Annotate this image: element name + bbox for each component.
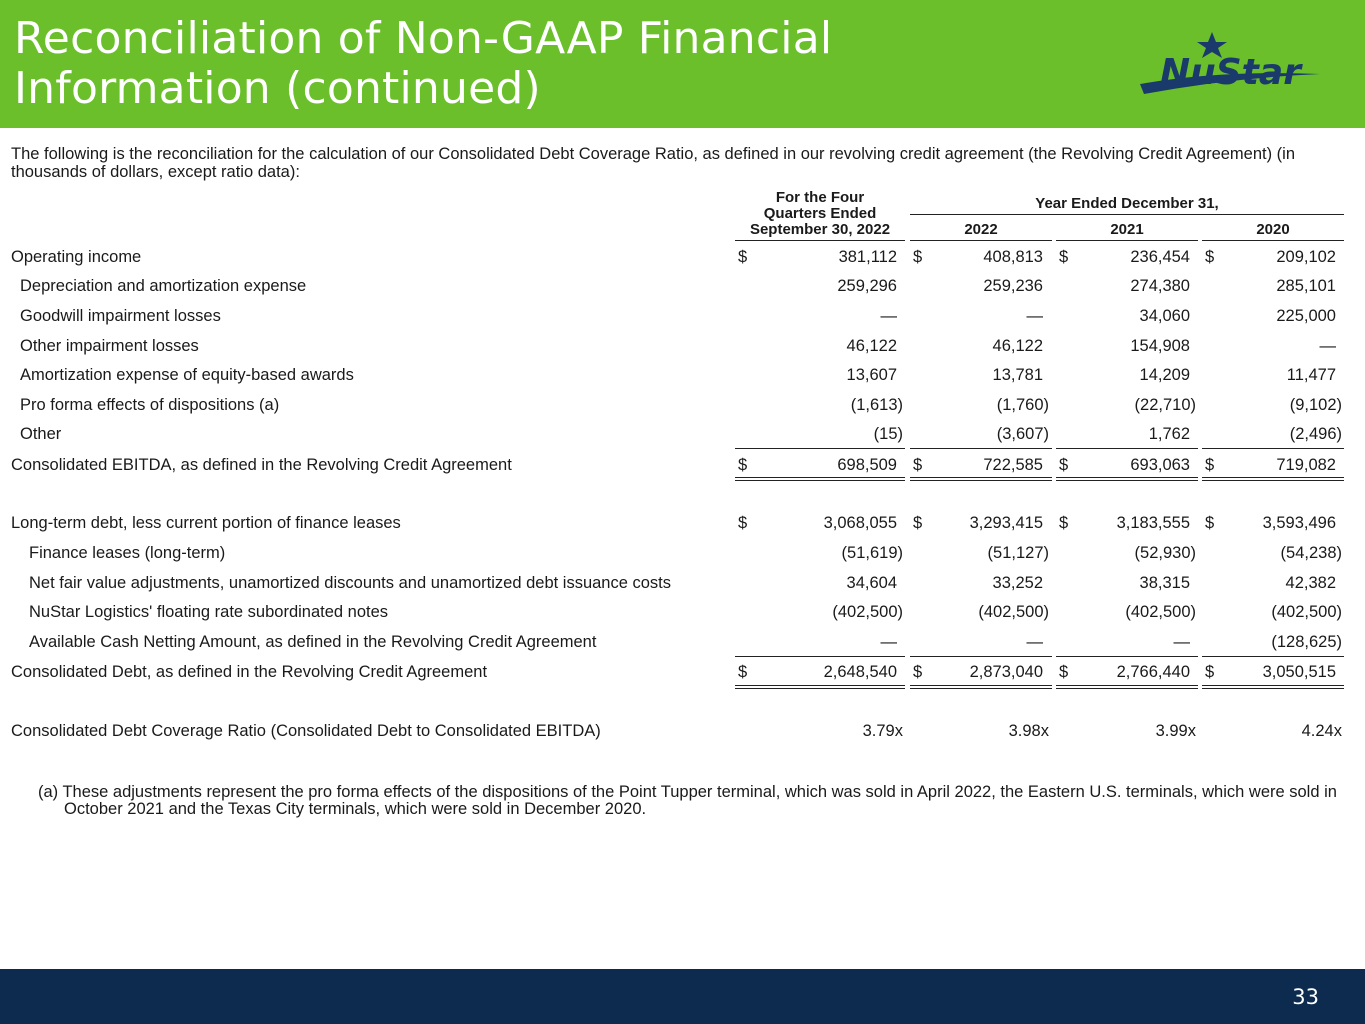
cell-goodwill-impairment-col-0: — (880, 307, 897, 325)
cell-pro-forma-dispositions-col-2: (22,710) (1134, 396, 1196, 414)
cell-other-impairment-col-3: — (1319, 337, 1336, 355)
dollar-sign: $ (1205, 514, 1215, 532)
cell-finance-leases-col-0: (51,619) (841, 544, 903, 562)
cell-fair-value-adjustments-col-2: 38,315 (1139, 574, 1190, 592)
cell-long-term-debt-col-2: 3,183,555 (1116, 514, 1190, 532)
row-label-debt-coverage-ratio: Consolidated Debt Coverage Ratio (Consolidated Debt to Consolidated EBITDA) (11, 722, 601, 740)
cell-available-cash-netting-col-1: — (1026, 633, 1043, 651)
dollar-sign: $ (738, 514, 748, 532)
debt-total-double-rule-3 (1202, 685, 1344, 689)
dollar-sign: $ (1059, 456, 1069, 474)
cell-debt-coverage-ratio-col-0: 3.79x (862, 722, 903, 740)
dollar-sign: $ (738, 663, 748, 681)
year-2021-underline (1056, 240, 1198, 241)
debt-subtotal-rule-1 (910, 656, 1052, 657)
cell-floating-rate-notes-col-1: (402,500) (978, 603, 1049, 621)
row-label-operating-income: Operating income (11, 248, 142, 266)
dollar-sign: $ (1059, 514, 1069, 532)
row-label-equity-awards-amortization: Amortization expense of equity-based awards (20, 366, 354, 384)
cell-consolidated-ebitda-col-1: 722,585 (983, 456, 1043, 474)
dollar-sign: $ (913, 456, 923, 474)
dollar-sign: $ (1059, 248, 1069, 266)
logo-wordmark: NuStar (1160, 52, 1301, 93)
cell-other-col-0: (15) (873, 425, 903, 443)
cell-long-term-debt-col-0: 3,068,055 (823, 514, 897, 532)
dollar-sign: $ (1205, 456, 1215, 474)
ltm-header-line-3: September 30, 2022 (749, 221, 891, 238)
cell-operating-income-col-2: 236,454 (1130, 248, 1190, 266)
cell-goodwill-impairment-col-1: — (1026, 307, 1043, 325)
page-title (14, 14, 1014, 114)
title-line-1: Reconciliation of Non-GAAP Financial (14, 13, 833, 64)
row-label-other-impairment: Other impairment losses (20, 337, 199, 355)
year-header-2021: 2021 (1110, 221, 1144, 238)
cell-other-impairment-col-2: 154,908 (1130, 337, 1190, 355)
header-bar (0, 0, 1365, 128)
dollar-sign: $ (738, 248, 748, 266)
cell-consolidated-debt-col-3: 3,050,515 (1262, 663, 1336, 681)
year-2020-underline (1202, 240, 1344, 241)
footnote: (a) These adjustments represent the pro forma effects of the dispositions of the Point Tupper terminal, which was sold in April 2022, the Eastern U.S. terminals, which were sold in October 2021 and the Texas City terminals, which were sold in December 2020. (38, 783, 1337, 818)
row-label-goodwill-impairment: Goodwill impairment losses (20, 307, 221, 325)
cell-other-impairment-col-0: 46,122 (846, 337, 897, 355)
ltm-header-line-2: Quarters Ended (763, 205, 877, 222)
ltm-column-header (735, 190, 905, 238)
cell-consolidated-debt-col-1: 2,873,040 (969, 663, 1043, 681)
debt-subtotal-rule-2 (1056, 656, 1198, 657)
cell-consolidated-debt-col-2: 2,766,440 (1116, 663, 1190, 681)
cell-operating-income-col-1: 408,813 (983, 248, 1043, 266)
ltm-header-line-1: For the Four (775, 189, 865, 206)
cell-equity-awards-amortization-col-3: 11,477 (1286, 366, 1336, 384)
cell-consolidated-ebitda-col-2: 693,063 (1130, 456, 1190, 474)
ebitda-subtotal-rule-1 (910, 448, 1052, 449)
debt-subtotal-rule-3 (1202, 656, 1344, 657)
row-label-available-cash-netting: Available Cash Netting Amount, as defined in the Revolving Credit Agreement (29, 633, 597, 651)
ebitda-total-double-rule-2 (1056, 477, 1198, 481)
cell-operating-income-col-3: 209,102 (1276, 248, 1336, 266)
cell-depreciation-amortization-col-0: 259,296 (837, 277, 897, 295)
cell-finance-leases-col-3: (54,238) (1280, 544, 1342, 562)
year-group-underline (910, 214, 1344, 215)
cell-goodwill-impairment-col-3: 225,000 (1276, 307, 1336, 325)
cell-fair-value-adjustments-col-1: 33,252 (992, 574, 1043, 592)
cell-debt-coverage-ratio-col-3: 4.24x (1301, 722, 1342, 740)
cell-long-term-debt-col-1: 3,293,415 (969, 514, 1043, 532)
title-line-2: Information (continued) (14, 63, 541, 114)
year-header-2020: 2020 (1256, 221, 1290, 238)
cell-available-cash-netting-col-2: — (1173, 633, 1190, 651)
row-label-floating-rate-notes: NuStar Logistics' floating rate subordinated notes (29, 603, 389, 621)
debt-subtotal-rule-0 (735, 656, 905, 657)
ebitda-total-double-rule-3 (1202, 477, 1344, 481)
row-label-finance-leases: Finance leases (long-term) (29, 544, 226, 562)
cell-floating-rate-notes-col-0: (402,500) (832, 603, 903, 621)
cell-depreciation-amortization-col-1: 259,236 (983, 277, 1043, 295)
cell-consolidated-ebitda-col-0: 698,509 (837, 456, 897, 474)
cell-other-col-1: (3,607) (996, 425, 1049, 443)
dollar-sign: $ (1059, 663, 1069, 681)
row-label-long-term-debt: Long-term debt, less current portion of finance leases (11, 514, 401, 532)
debt-total-double-rule-0 (735, 685, 905, 689)
dollar-sign: $ (913, 248, 923, 266)
cell-floating-rate-notes-col-3: (402,500) (1271, 603, 1342, 621)
cell-debt-coverage-ratio-col-1: 3.98x (1008, 722, 1049, 740)
cell-fair-value-adjustments-col-0: 34,604 (846, 574, 897, 592)
dollar-sign: $ (913, 663, 923, 681)
nustar-logo (1130, 22, 1326, 108)
dollar-sign: $ (1205, 663, 1215, 681)
ebitda-total-double-rule-0 (735, 477, 905, 481)
cell-pro-forma-dispositions-col-3: (9,102) (1289, 396, 1342, 414)
year-group-header: Year Ended December 31, (1035, 195, 1219, 212)
debt-total-double-rule-1 (910, 685, 1052, 689)
cell-finance-leases-col-1: (51,127) (987, 544, 1049, 562)
row-label-depreciation-amortization: Depreciation and amortization expense (20, 277, 307, 295)
ebitda-total-double-rule-1 (910, 477, 1052, 481)
cell-pro-forma-dispositions-col-1: (1,760) (996, 396, 1049, 414)
cell-consolidated-ebitda-col-3: 719,082 (1276, 456, 1336, 474)
row-label-other: Other (20, 425, 62, 443)
intro-text: The following is the reconciliation for the calculation of our Consolidated Debt Coverage Ratio, as defined in our revolving credit agreement (the Revolving Credit Agreement) (in thousands of dollars, except ratio data): (11, 145, 1296, 181)
footer-bar (0, 969, 1365, 1024)
row-label-fair-value-adjustments: Net fair value adjustments, unamortized discounts and unamortized debt issuance costs (29, 574, 672, 592)
dollar-sign: $ (738, 456, 748, 474)
cell-fair-value-adjustments-col-3: 42,382 (1285, 574, 1336, 592)
cell-debt-coverage-ratio-col-2: 3.99x (1155, 722, 1196, 740)
cell-other-impairment-col-1: 46,122 (992, 337, 1043, 355)
row-label-pro-forma-dispositions: Pro forma effects of dispositions (a) (20, 396, 280, 414)
cell-other-col-2: 1,762 (1148, 425, 1190, 443)
year-header-2022: 2022 (964, 221, 998, 238)
cell-equity-awards-amortization-col-2: 14,209 (1139, 366, 1190, 384)
cell-depreciation-amortization-col-2: 274,380 (1130, 277, 1190, 295)
cell-finance-leases-col-2: (52,930) (1134, 544, 1196, 562)
debt-total-double-rule-2 (1056, 685, 1198, 689)
cell-other-col-3: (2,496) (1289, 425, 1342, 443)
year-2022-underline (910, 240, 1052, 241)
cell-goodwill-impairment-col-2: 34,060 (1139, 307, 1190, 325)
ebitda-subtotal-rule-0 (735, 448, 905, 449)
cell-available-cash-netting-col-0: — (880, 633, 897, 651)
cell-operating-income-col-0: 381,112 (838, 248, 897, 266)
cell-consolidated-debt-col-0: 2,648,540 (823, 663, 897, 681)
ltm-header-underline (735, 240, 905, 241)
cell-depreciation-amortization-col-3: 285,101 (1276, 277, 1336, 295)
cell-floating-rate-notes-col-2: (402,500) (1125, 603, 1196, 621)
cell-pro-forma-dispositions-col-0: (1,613) (850, 396, 903, 414)
cell-available-cash-netting-col-3: (128,625) (1271, 633, 1342, 651)
cell-long-term-debt-col-3: 3,593,496 (1262, 514, 1336, 532)
dollar-sign: $ (1205, 248, 1215, 266)
ebitda-subtotal-rule-3 (1202, 448, 1344, 449)
page-number: 33 (1292, 985, 1319, 1009)
dollar-sign: $ (913, 514, 923, 532)
cell-equity-awards-amortization-col-1: 13,781 (992, 366, 1043, 384)
ebitda-subtotal-rule-2 (1056, 448, 1198, 449)
row-label-consolidated-debt: Consolidated Debt, as defined in the Revolving Credit Agreement (11, 663, 488, 681)
row-label-consolidated-ebitda: Consolidated EBITDA, as defined in the Revolving Credit Agreement (11, 456, 512, 474)
cell-equity-awards-amortization-col-0: 13,607 (846, 366, 897, 384)
